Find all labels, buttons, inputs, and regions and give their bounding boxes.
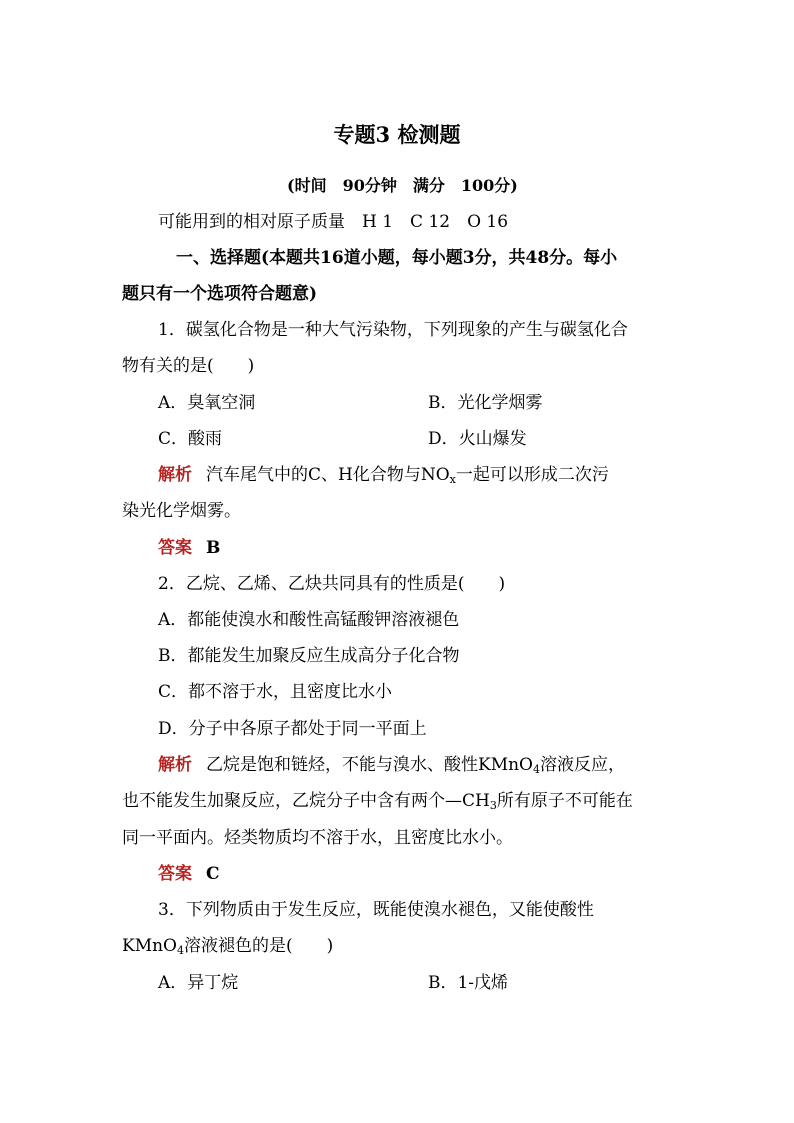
q2-analysis-line2: 也不能发生加聚反应，乙烷分子中含有两个$—CH_3$所有原子不可能在 (122, 791, 633, 812)
q2-option-d: D．分子中各原子都处于同一平面上 (158, 719, 427, 739)
q2-analysis-line1: 解析 乙烷是饱和链烃，不能与溴水、酸性KMnO$_4$溶液反应， (158, 755, 625, 776)
q1-option-a: A．臭氧空洞 (158, 393, 256, 413)
q2-answer-line (158, 863, 220, 885)
page-title: 专题3 检测题 (333, 122, 461, 147)
q3-stem-line1: 3．下列物质由于发生反应，既能使溴水褪色，又能使酸性 (158, 900, 594, 920)
q1-stem-line2: 物有关的是( ) (122, 356, 255, 376)
q2-option-a: A．都能使溴水和酸性高锰酸钾溶液褪色 (158, 610, 460, 630)
q1-answer-line (158, 537, 220, 559)
q3-option-a: A．异丁烷 (158, 973, 239, 993)
q3-stem-line2: KMnO$_4$溶液褪色的是( ) (122, 936, 334, 957)
q3-option-b: B．1-戊烯 (428, 973, 509, 993)
analysis-label: 解析 (158, 465, 192, 485)
q1-option-b: B．光化学烟雾 (428, 393, 543, 413)
q1-stem-line1: 1．碳氢化合物是一种大气污染物，下列现象的产生与碳氢化合 (158, 320, 628, 340)
answer-label: 答案 (158, 538, 192, 558)
q2-option-b: B．都能发生加聚反应生成高分子化合物 (158, 646, 460, 666)
answer-label: 答案 (158, 864, 192, 884)
q1-option-d: D．火山爆发 (428, 429, 527, 449)
q2-option-c: C．都不溶于水，且密度比水小 (158, 682, 393, 702)
atomic-mass-line (158, 211, 508, 233)
section-heading-line1: 一、选择题(本题共16道小题，每小题3分，共48分。每小 (176, 248, 618, 268)
q2-analysis-line3: 同一平面内。烃类物质均不溶于水，且密度比水小。 (122, 828, 513, 848)
q2-answer-value: C (206, 864, 220, 884)
q1-option-c: C．酸雨 (158, 429, 223, 449)
q1-analysis-line2: 染光化学烟雾。 (122, 501, 241, 521)
analysis-label: 解析 (158, 755, 192, 775)
q1-analysis-line1: 解析 汽车尾气中的C、H化合物与$NO_x$一起可以形成二次污 (158, 465, 609, 486)
exam-meta: (时间 90分钟 满分 100分) (287, 176, 518, 195)
section-heading-line2: 题只有一个选项符合题意) (122, 284, 318, 304)
q2-stem: 2．乙烷、乙烯、乙炔共同具有的性质是( ) (158, 574, 506, 594)
q1-answer-value: B (206, 538, 221, 558)
atomic-mass-text: 可能用到的相对原子质量 H 1 C 12 O 16 (158, 212, 509, 232)
